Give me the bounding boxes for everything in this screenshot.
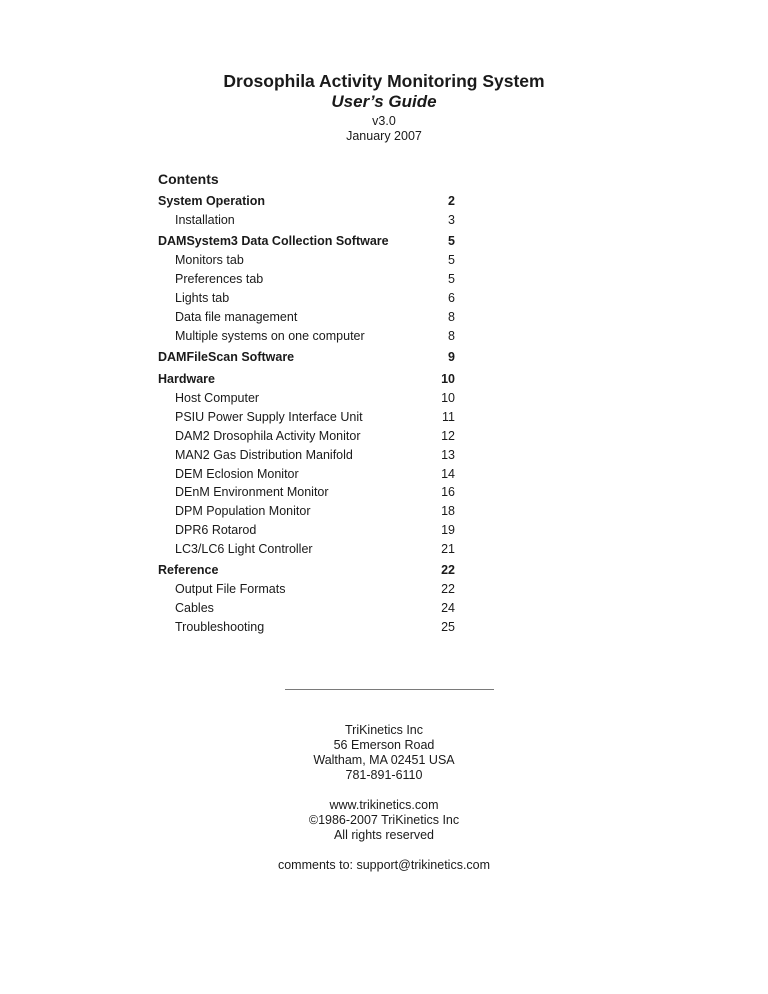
rights-notice: All rights reserved [333, 828, 435, 842]
company-name: TriKinetics Inc [344, 723, 424, 737]
toc-entry[interactable]: Preferences tab 5 [175, 272, 455, 286]
toc-entry[interactable]: Lights tab 6 [175, 291, 455, 305]
toc-entry[interactable]: DPR6 Rotarod 19 [175, 523, 455, 537]
toc-entry[interactable]: Output File Formats 22 [175, 582, 455, 596]
toc-entry[interactable]: Hardware 10 [158, 372, 455, 386]
toc-entry[interactable]: DAMSystem3 Data Collection Software 5 [158, 234, 455, 248]
toc-entry[interactable]: DEM Eclosion Monitor 14 [175, 467, 455, 481]
company-city: Waltham, MA 02451 USA [313, 753, 455, 767]
company-phone: 781-891-6110 [345, 768, 423, 782]
toc-entry[interactable]: DAMFileScan Software 9 [158, 350, 455, 364]
document-subtitle: User’s Guide [331, 92, 437, 111]
document-title: Drosophila Activity Monitoring System [223, 71, 545, 91]
toc-entry[interactable]: DEnM Environment Monitor 16 [175, 485, 455, 499]
company-website[interactable]: www.trikinetics.com [329, 798, 439, 812]
toc-entry[interactable]: Multiple systems on one computer 8 [175, 329, 455, 343]
toc-entry[interactable]: PSIU Power Supply Interface Unit 11 [175, 410, 455, 424]
toc-entry[interactable]: Installation 3 [175, 213, 455, 227]
toc-entry[interactable]: DPM Population Monitor 18 [175, 504, 455, 518]
toc-entry[interactable]: LC3/LC6 Light Controller 21 [175, 542, 455, 556]
divider-rule [285, 689, 494, 690]
company-street: 56 Emerson Road [333, 738, 435, 752]
toc-entry[interactable]: Monitors tab 5 [175, 253, 455, 267]
toc-entry[interactable]: System Operation 2 [158, 194, 455, 208]
toc-entry[interactable]: Troubleshooting 25 [175, 620, 455, 634]
toc-entry[interactable]: Reference 22 [158, 563, 455, 577]
toc-entry[interactable]: MAN2 Gas Distribution Manifold 13 [175, 448, 455, 462]
support-email[interactable]: comments to: support@trikinetics.com [277, 858, 491, 872]
toc-entry[interactable]: Cables 24 [175, 601, 455, 615]
toc-entry[interactable]: Data file management 8 [175, 310, 455, 324]
copyright-notice: ©1986-2007 TriKinetics Inc [308, 813, 460, 827]
contents-heading: Contents [158, 171, 219, 187]
toc-entry[interactable]: DAM2 Drosophila Activity Monitor 12 [175, 429, 455, 443]
toc-entry[interactable]: Host Computer 10 [175, 391, 455, 405]
document-version: v3.0 [372, 114, 396, 128]
document-date: January 2007 [346, 129, 422, 143]
